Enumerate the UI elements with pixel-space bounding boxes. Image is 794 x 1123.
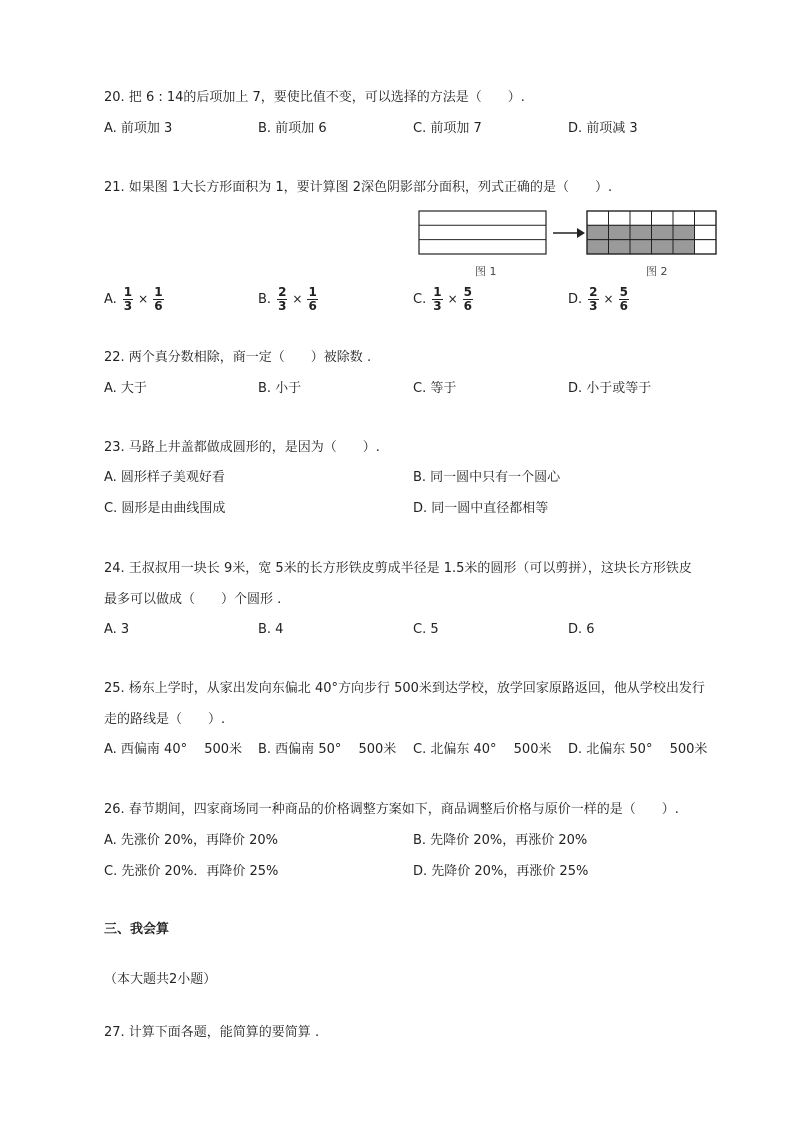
fraction (277, 286, 287, 313)
denominator: 6 (619, 299, 628, 313)
times-sign: × (603, 292, 614, 306)
grid-cell-shaded (630, 225, 652, 239)
q21-option-b[interactable] (258, 286, 318, 313)
option-label: B. (258, 292, 272, 307)
question-25-stem-line1: 25. 杨东上学时，从家出发向东偏北 40°方向步行 500米到达学校，放学回家原路返回，他从学校出发行 (104, 681, 705, 696)
figure-2-grid (586, 210, 718, 256)
question-21-stem: 21. 如果图 1大长方形面积为 1，要计算图 2深色阴影部分面积，列式正确的是（ ）. (104, 180, 613, 195)
question-27-stem: 27. 计算下面各题，能简算的要简算 . (104, 1025, 320, 1040)
denominator: 6 (463, 299, 472, 313)
grid-cell-shaded (587, 240, 609, 254)
fraction (463, 286, 473, 313)
section-3-title: 三、我会算 (104, 922, 170, 937)
figure-2-caption: 图 2 (646, 265, 668, 278)
q26-option-d[interactable]: D. 先降价 20%，再涨价 25% (413, 864, 589, 879)
q20-option-c[interactable]: C. 前项加 7 (413, 121, 482, 136)
q22-option-c[interactable]: C. 等于 (413, 381, 457, 396)
question-26-stem: 26. 春节期间，四家商场同一种商品的价格调整方案如下，商品调整后价格与原价一样的是（ ）. (104, 802, 679, 817)
grid-cell-shaded (630, 240, 652, 254)
q24-option-d[interactable]: D. 6 (568, 622, 595, 637)
numerator: 1 (433, 285, 442, 299)
q23-option-c[interactable]: C. 圆形是由曲线围成 (104, 501, 226, 516)
numerator: 1 (308, 285, 317, 299)
times-sign: × (138, 292, 149, 306)
q24-option-b[interactable]: B. 4 (258, 622, 284, 637)
question-25-stem-line2: 走的路线是（ ）. (104, 712, 226, 727)
fraction (307, 286, 317, 313)
q25-option-c[interactable]: C. 北偏东 40° 500米 (413, 742, 552, 757)
grid-cell (652, 211, 674, 225)
q23-option-d[interactable]: D. 同一圆中直径都相等 (413, 501, 549, 516)
denominator: 3 (433, 299, 442, 313)
grid-cell-shaded (609, 225, 631, 239)
q26-option-b[interactable]: B. 先降价 20%，再涨价 20% (413, 833, 588, 848)
numerator: 5 (463, 285, 472, 299)
grid-cell-shaded (609, 240, 631, 254)
q25-option-b[interactable]: B. 西偏南 50° 500米 (258, 742, 397, 757)
q25-option-a[interactable]: A. 西偏南 40° 500米 (104, 742, 243, 757)
q26-option-a[interactable]: A. 先涨价 20%，再降价 20% (104, 833, 278, 848)
q26-option-c[interactable]: C. 先涨价 20%．再降价 25% (104, 864, 279, 879)
option-label: C. (413, 292, 427, 307)
numerator: 1 (154, 285, 163, 299)
grid-cell-shaded (652, 225, 674, 239)
fraction (432, 286, 442, 313)
q20-option-b[interactable]: B. 前项加 6 (258, 121, 327, 136)
option-label: A. (104, 292, 117, 307)
numerator: 5 (619, 285, 628, 299)
q23-option-a[interactable]: A. 圆形样子美观好看 (104, 470, 225, 485)
q24-option-c[interactable]: C. 5 (413, 622, 439, 637)
grid-cell (695, 240, 717, 254)
q22-option-d[interactable]: D. 小于或等于 (568, 381, 652, 396)
figure-1-caption: 图 1 (475, 265, 497, 278)
question-20-stem: 20. 把 6 : 14的后项加上 7，要使比值不变，可以选择的方法是（ ）. (104, 90, 525, 105)
q25-option-d[interactable]: D. 北偏东 50° 500米 (568, 742, 708, 757)
question-24-stem-line2: 最多可以做成（ ）个圆形 . (104, 592, 282, 607)
q22-option-b[interactable]: B. 小于 (258, 381, 302, 396)
q21-option-d[interactable] (568, 286, 629, 313)
grid-cell (587, 211, 609, 225)
q24-option-a[interactable]: A. 3 (104, 622, 130, 637)
question-24-stem-line1: 24. 王叔叔用一块长 9米，宽 5米的长方形铁皮剪成半径是 1.5米的圆形（可以剪拼），这块长方形铁皮 (104, 561, 692, 576)
q22-option-a[interactable]: A. 大于 (104, 381, 147, 396)
q23-option-b[interactable]: B. 同一圆中只有一个圆心 (413, 470, 561, 485)
q20-option-d[interactable]: D. 前项减 3 (568, 121, 638, 136)
denominator: 6 (308, 299, 317, 313)
fraction (588, 286, 598, 313)
grid-cell (609, 211, 631, 225)
numerator: 2 (278, 285, 287, 299)
arrow-icon (552, 226, 586, 240)
grid-cell (695, 211, 717, 225)
times-sign: × (292, 292, 303, 306)
times-sign: × (447, 292, 458, 306)
q21-option-a[interactable] (104, 286, 164, 313)
denominator: 3 (123, 299, 133, 313)
denominator: 6 (154, 299, 163, 313)
option-label: D. (568, 292, 583, 307)
question-22-stem: 22. 两个真分数相除，商一定（ ）被除数 . (104, 350, 372, 365)
q20-option-a[interactable]: A. 前项加 3 (104, 121, 173, 136)
fraction (619, 286, 629, 313)
grid-cell (630, 211, 652, 225)
denominator: 3 (589, 299, 598, 313)
grid-cell-shaded (652, 240, 674, 254)
grid-cell-shaded (673, 240, 695, 254)
numerator: 2 (589, 285, 598, 299)
numerator: 1 (123, 285, 133, 299)
section-3-note: （本大题共2小题） (104, 972, 217, 987)
grid-cell-shaded (673, 225, 695, 239)
fraction (123, 286, 133, 313)
denominator: 3 (278, 299, 287, 313)
figure-1-rectangle (418, 210, 548, 256)
question-23-stem: 23. 马路上井盖都做成圆形的，是因为（ ）. (104, 440, 380, 455)
fraction (153, 286, 163, 313)
q21-option-c[interactable] (413, 286, 473, 313)
grid-cell-shaded (587, 225, 609, 239)
grid-cell (695, 225, 717, 239)
grid-cell (673, 211, 695, 225)
